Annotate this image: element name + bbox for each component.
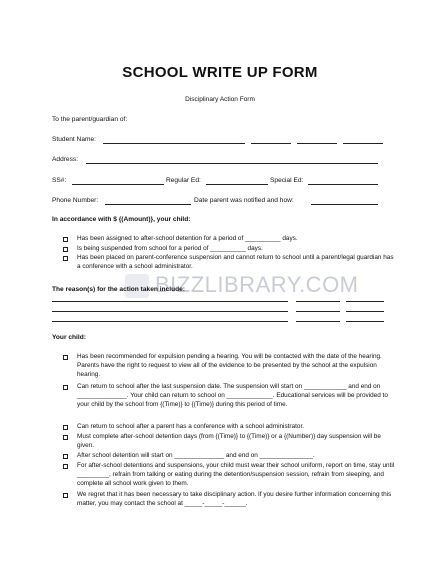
checkbox-row — [63, 462, 398, 489]
reasons-heading: The reason(s) for the action taken include: — [52, 286, 185, 293]
checkbox-row — [63, 383, 398, 410]
checkbox-label: We regret that it has been necessary to take disciplinary action. If you desire further information concerning this matter, you may contact the school at _____-_____-______. — [77, 491, 392, 507]
checkbox-label: Is being suspended from school for a period of __________ days. — [77, 245, 263, 252]
checkbox-label: After school detention will start on ______________ and end on _______________. — [77, 452, 315, 459]
reason-line[interactable] — [346, 321, 384, 322]
checkbox-label: Can return to school after a parent has a conference with a school administrator. — [77, 423, 304, 430]
watermark-text: BIZZLIBRARY.COM — [155, 272, 359, 297]
reason-line[interactable] — [52, 311, 288, 312]
checkbox[interactable] — [63, 454, 68, 459]
reason-line[interactable] — [52, 301, 288, 302]
checkbox-row — [63, 235, 398, 244]
checkbox-row — [63, 245, 398, 254]
checkbox[interactable] — [63, 355, 68, 360]
form-subtitle: Disciplinary Action Form — [185, 96, 255, 103]
checkbox-label: For after-school detentions and suspensions, your child must wear their school uniform, report on time, stay until _________, refrain from talking or eating during the detention/suspension session, refrain from sleeping, and complete all school work given to them. — [77, 462, 395, 487]
checkbox-row — [63, 452, 398, 461]
checkbox[interactable] — [63, 247, 68, 252]
checkbox-label: Must complete after-school detention days (from {(Time)} to {(Time)} or a {(Number)} day suspension will be given. — [77, 433, 381, 449]
form-title: SCHOOL WRITE UP FORM — [122, 64, 318, 81]
accordance-heading: In accordance with $ {(Amount)}, your child: — [52, 216, 191, 223]
checkbox[interactable] — [63, 493, 68, 498]
reason-line[interactable] — [296, 301, 340, 302]
reason-line[interactable] — [52, 321, 288, 322]
student-name-field-4[interactable] — [343, 143, 383, 144]
checkbox-label: Has been recommended for expulsion pending a hearing. You will be contacted with the date of the hearing. Parents have the right to request to view all of the evidence to be presented by the school at the expulsion hearing. — [77, 353, 382, 378]
checkbox[interactable] — [63, 237, 68, 242]
ss-label: SS#: — [52, 177, 67, 184]
student-name-field-2[interactable] — [251, 143, 291, 144]
regular-ed-label: Regular Ed: — [166, 177, 201, 184]
checkbox[interactable] — [63, 385, 68, 390]
special-ed-label: Special Ed: — [270, 177, 304, 184]
parent-guardian-label: To the parent/guardian of: — [52, 116, 128, 123]
address-field[interactable] — [86, 163, 378, 164]
reason-line[interactable] — [296, 321, 340, 322]
your-child-heading: Your child: — [52, 334, 86, 341]
checkbox-row — [63, 433, 398, 451]
checkbox-row — [63, 353, 398, 380]
student-name-field-3[interactable] — [297, 143, 337, 144]
checkbox-label: Can return to school after the last suspension date. The suspension will start on ____________ and end on ______________. Your child can return to school on _____________. Educational services will be provided to your child by the school from {(Time)} to {(Time)} during this period of time. — [77, 383, 388, 408]
student-name-label: Student Name: — [52, 136, 96, 143]
address-label: Address: — [52, 156, 79, 163]
regular-ed-field[interactable] — [206, 184, 268, 185]
checkbox-row — [63, 491, 398, 509]
reason-line[interactable] — [346, 301, 384, 302]
checkbox[interactable] — [63, 256, 68, 261]
checkbox-row — [63, 254, 398, 272]
checkbox-row — [63, 423, 398, 432]
checkbox-label: Has been assigned to after-school detention for a period of __________ days. — [77, 235, 298, 242]
checkbox[interactable] — [63, 435, 68, 440]
reason-line[interactable] — [296, 311, 340, 312]
phone-label: Phone Number: — [52, 197, 99, 204]
checkbox[interactable] — [63, 464, 68, 469]
special-ed-field[interactable] — [308, 184, 378, 185]
reason-line[interactable] — [346, 311, 384, 312]
date-notified-label: Date parent was notified and how: — [194, 197, 294, 204]
checkbox-label: Has been placed on parent-conference suspension and cannot return to school until a parent/legal guardian has a conference with a school administrator. — [77, 254, 394, 270]
ss-field[interactable] — [72, 184, 164, 185]
date-notified-field[interactable] — [311, 204, 378, 205]
checkbox[interactable] — [63, 425, 68, 430]
phone-field[interactable] — [105, 204, 191, 205]
student-name-field[interactable] — [103, 143, 245, 144]
